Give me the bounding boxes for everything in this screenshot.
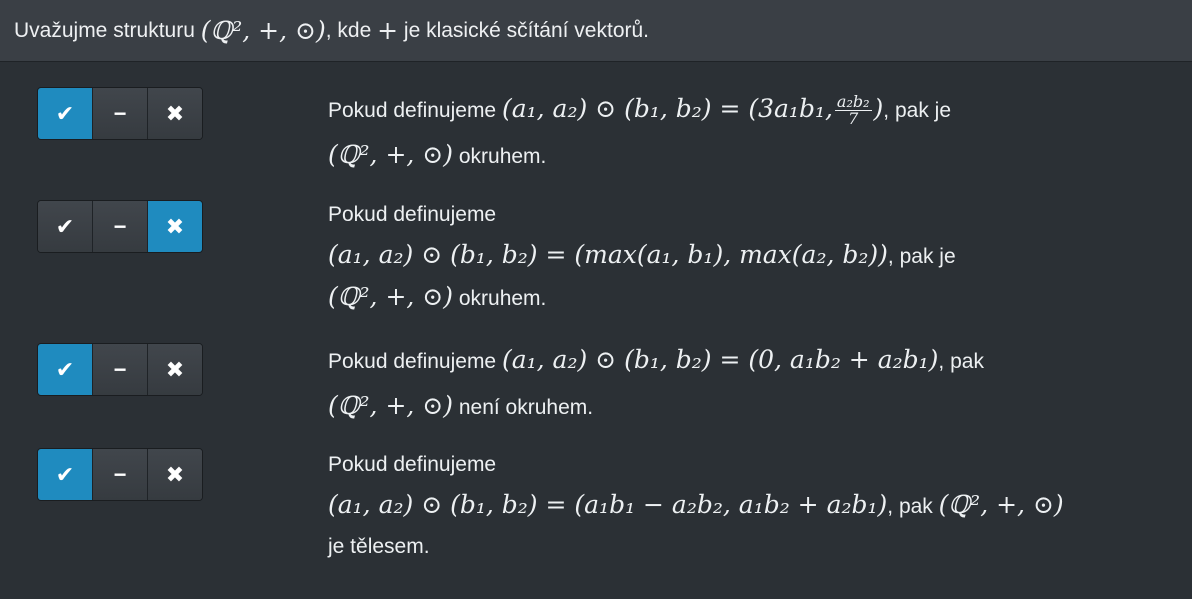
no-button[interactable] xyxy=(148,449,202,500)
yes-button[interactable] xyxy=(38,344,93,395)
neutral-button[interactable] xyxy=(93,88,148,139)
neutral-button[interactable] xyxy=(93,344,148,395)
header-suffix: je klasické sčítání vektorů. xyxy=(403,18,650,42)
structure-formula: (ℚ², +, ⊙) xyxy=(328,140,453,169)
yes-button[interactable] xyxy=(38,449,93,500)
header-structure: (ℚ², +, ⊙) xyxy=(200,16,326,45)
cross-icon: ✖ xyxy=(165,461,185,487)
statement-intro: Pokud definujeme xyxy=(328,453,497,476)
minus-icon: − xyxy=(113,461,127,487)
statement-link: , pak xyxy=(887,495,933,518)
neutral-button[interactable] xyxy=(93,449,148,500)
statement-claim: okruhem. xyxy=(458,287,547,310)
question-text-4 xyxy=(328,445,1168,567)
no-button[interactable] xyxy=(148,201,202,252)
question-header xyxy=(0,0,1192,62)
statement-intro: Pokud definujeme xyxy=(328,99,497,122)
statement-claim: okruhem. xyxy=(458,145,547,168)
definition-formula: (a₁, a₂) ⊙ (b₁, b₂) = (0, a₁b₂ + a₂b₁) xyxy=(501,345,939,374)
answer-toggle-2 xyxy=(37,200,203,253)
cross-icon: ✖ xyxy=(165,100,185,126)
statement-link: , pak je xyxy=(887,245,956,268)
header-middle: , kde xyxy=(325,18,372,42)
definition-formula: (a₁, a₂) ⊙ (b₁, b₂) = (max(a₁, b₁), max(a₂, b₂)) xyxy=(328,240,888,269)
minus-icon: − xyxy=(113,213,127,239)
minus-icon: − xyxy=(113,356,127,382)
structure-formula: (ℚ², +, ⊙) xyxy=(938,490,1064,519)
header-plus: + xyxy=(377,16,399,45)
neutral-button[interactable] xyxy=(93,201,148,252)
structure-formula: (ℚ², +, ⊙) xyxy=(328,391,453,420)
definition-formula xyxy=(501,92,884,128)
no-button[interactable] xyxy=(148,88,202,139)
statement-intro: Pokud definujeme xyxy=(328,203,497,226)
fraction xyxy=(835,94,872,127)
structure-formula: (ℚ², +, ⊙) xyxy=(328,282,453,311)
cross-icon: ✖ xyxy=(165,356,185,382)
answer-toggle-1 xyxy=(37,87,203,140)
answer-toggle-3 xyxy=(37,343,203,396)
no-button[interactable] xyxy=(148,344,202,395)
question-text-1 xyxy=(328,87,1168,179)
question-text-2 xyxy=(328,195,1168,319)
statement-claim: je tělesem. xyxy=(328,535,430,558)
statement-intro: Pokud definujeme xyxy=(328,350,497,373)
yes-button[interactable] xyxy=(38,88,93,139)
check-icon: ✔ xyxy=(55,100,75,126)
answer-toggle-4 xyxy=(37,448,203,501)
fraction-denominator: 7 xyxy=(848,109,859,128)
formula-part: (a₁, a₂) ⊙ (b₁, b₂) = (3a₁b₁, xyxy=(501,94,833,123)
statement-claim: není okruhem. xyxy=(458,396,594,419)
minus-icon: − xyxy=(113,100,127,126)
header-prefix: Uvažujme strukturu xyxy=(14,18,195,42)
statement-link: , pak xyxy=(938,350,984,373)
definition-formula: (a₁, a₂) ⊙ (b₁, b₂) = (a₁b₁ − a₂b₂, a₁b₂ + a₂b₁) xyxy=(328,490,888,519)
formula-close: ) xyxy=(873,94,884,123)
check-icon: ✔ xyxy=(55,213,75,239)
statement-link: , pak je xyxy=(883,99,952,122)
yes-button[interactable] xyxy=(38,201,93,252)
cross-icon: ✖ xyxy=(165,213,185,239)
fraction-numerator: a₂b₂ xyxy=(836,92,870,111)
check-icon: ✔ xyxy=(55,356,75,382)
question-text-3 xyxy=(328,338,1168,430)
check-icon: ✔ xyxy=(55,461,75,487)
